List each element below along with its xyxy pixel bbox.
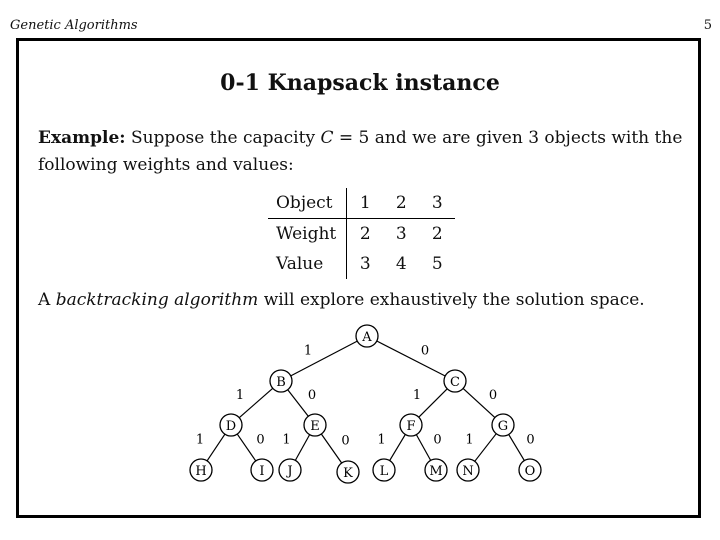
tree-edge-G-N bbox=[475, 434, 496, 462]
intro-text-2: and we are given 3 objects with the following weights and values: bbox=[38, 128, 683, 175]
tree-edge-C-F bbox=[419, 389, 447, 417]
table-row-label: Value bbox=[268, 249, 347, 279]
closing-text-1: A bbox=[38, 290, 51, 310]
tree-edge-A-B bbox=[291, 341, 358, 376]
slide-title: 0-1 Knapsack instance bbox=[220, 70, 500, 96]
edge-label: 0 bbox=[433, 432, 442, 448]
node-label: A bbox=[362, 330, 372, 345]
table-cell: 4 bbox=[395, 254, 407, 274]
edge-label: 1 bbox=[195, 432, 205, 448]
node-label: D bbox=[225, 419, 237, 434]
edge-label: 0 bbox=[341, 433, 350, 449]
tree-edge-F-M bbox=[416, 435, 430, 461]
table-cell: 2 bbox=[359, 224, 371, 244]
node-label: I bbox=[259, 464, 265, 479]
table-cell: 3 bbox=[359, 254, 371, 274]
page-number: 5 bbox=[703, 18, 712, 33]
node-label: G bbox=[497, 419, 509, 434]
tree-edge-G-O bbox=[509, 434, 525, 460]
tree-edge-D-H bbox=[207, 434, 225, 461]
table-header-cell: 3 bbox=[419, 188, 455, 219]
tree-edge-D-I bbox=[237, 434, 256, 461]
edge-label: 0 bbox=[256, 432, 265, 448]
closing-text-2: will explore exhaustively the solution space. bbox=[263, 290, 645, 310]
edge-label: 1 bbox=[465, 432, 474, 448]
table-cell: 5 bbox=[431, 254, 443, 274]
node-label: L bbox=[379, 464, 389, 479]
tree-edge-B-D bbox=[239, 388, 272, 417]
node-label: F bbox=[406, 419, 416, 434]
table-cell: 3 bbox=[395, 224, 407, 244]
node-label: K bbox=[343, 466, 353, 481]
node-label: O bbox=[524, 464, 536, 479]
example-label: Example: bbox=[38, 128, 126, 148]
tree-edge-E-J bbox=[295, 435, 309, 461]
node-label: J bbox=[287, 464, 293, 479]
edge-label: 1 bbox=[412, 388, 422, 403]
node-label: E bbox=[310, 419, 320, 434]
edge-label: 0 bbox=[488, 388, 498, 403]
edge-label: 1 bbox=[235, 388, 245, 403]
tree-edge-B-E bbox=[288, 390, 309, 417]
capacity-variable: C bbox=[320, 128, 334, 148]
node-label: C bbox=[450, 375, 460, 390]
table-header-label: Object bbox=[268, 188, 347, 219]
edge-label: 1 bbox=[282, 432, 291, 448]
tree-edge-E-K bbox=[321, 434, 341, 463]
edge-label: 0 bbox=[420, 343, 430, 359]
table-cell: 2 bbox=[431, 224, 443, 244]
backtracking-term: backtracking algorithm bbox=[55, 290, 259, 310]
running-title: Genetic Algorithms bbox=[10, 18, 138, 33]
edge-label: 0 bbox=[526, 432, 535, 448]
table-header-cell: 1 bbox=[347, 188, 384, 219]
edge-label: 1 bbox=[303, 343, 313, 359]
intro-text-1: Suppose the capacity bbox=[130, 128, 316, 148]
node-label: H bbox=[195, 464, 207, 479]
tree-edge-F-L bbox=[390, 434, 406, 460]
edge-label: 1 bbox=[377, 432, 386, 448]
table-row-label: Weight bbox=[268, 219, 347, 250]
table-header-cell: 2 bbox=[383, 188, 419, 219]
tree-edge-A-C bbox=[377, 341, 445, 376]
capacity-equation: = 5 bbox=[338, 128, 370, 148]
edge-label: 0 bbox=[307, 388, 317, 403]
node-label: M bbox=[429, 464, 443, 479]
node-label: N bbox=[462, 464, 474, 479]
node-label: B bbox=[276, 375, 286, 390]
